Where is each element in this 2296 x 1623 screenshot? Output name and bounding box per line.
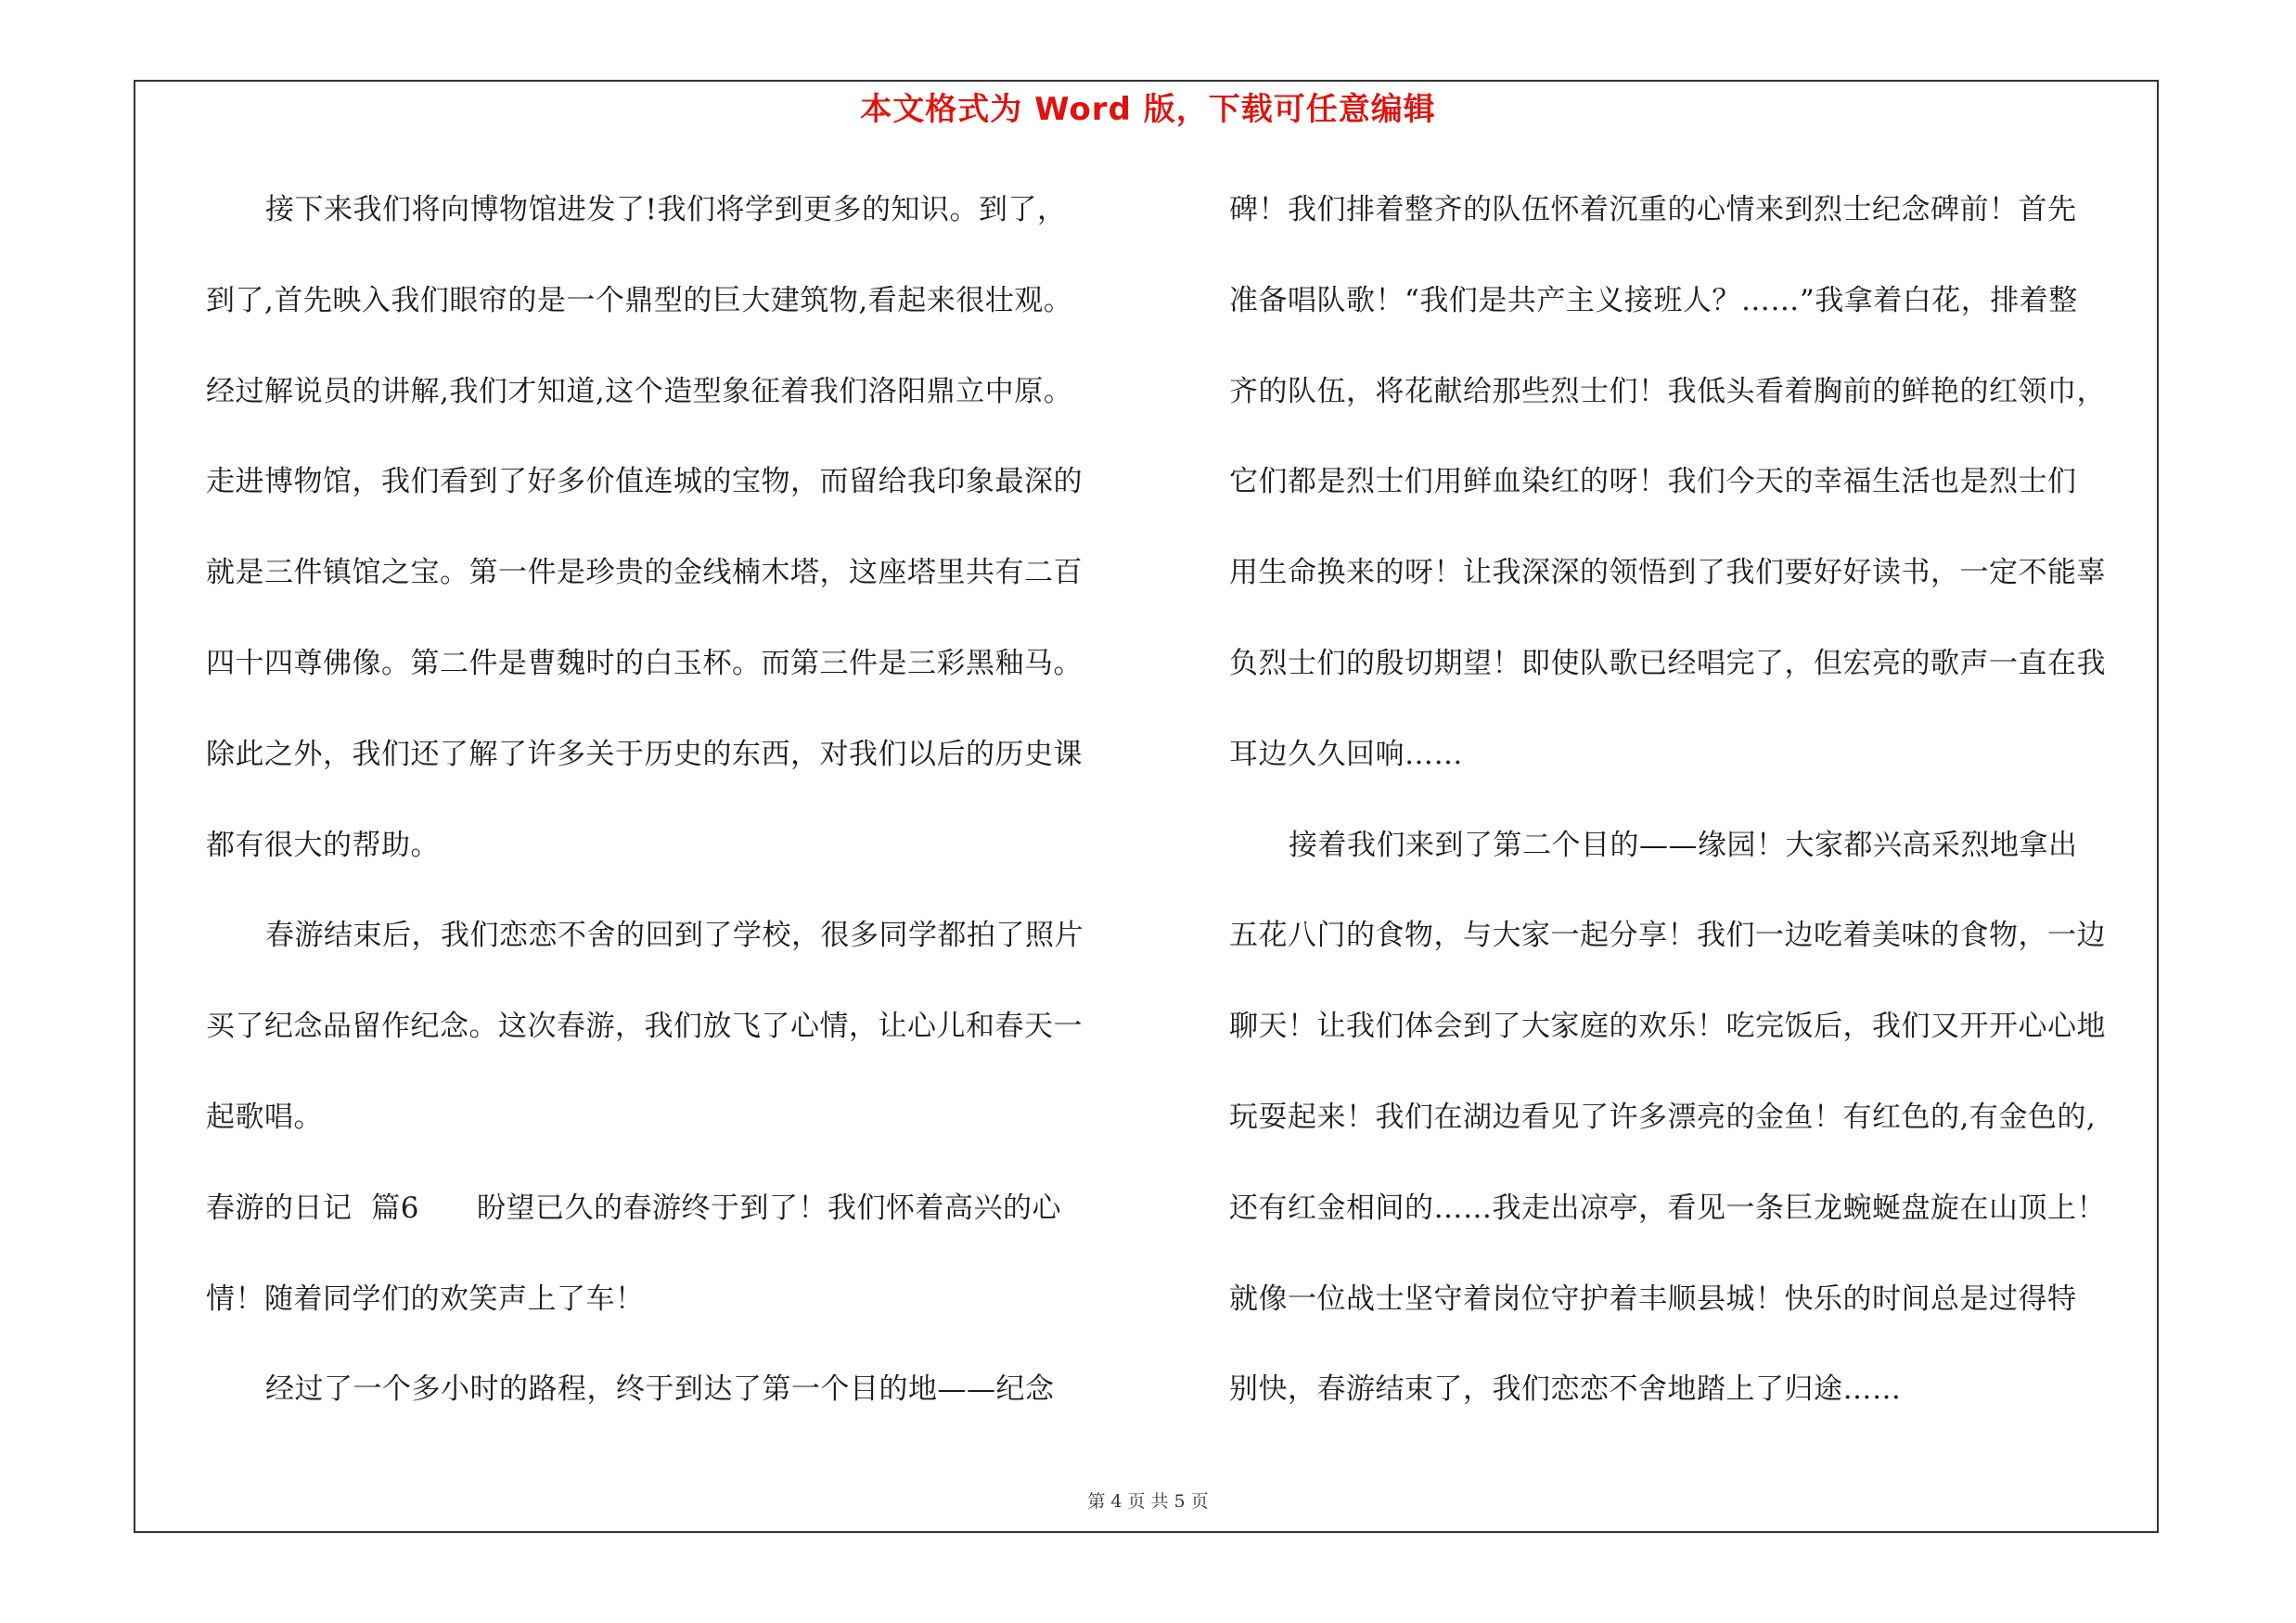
text-line: 耳边久久回响…… (1229, 737, 1463, 771)
text-line: 经过了一个多小时的路程，终于到达了第一个目的地——纪念 (265, 1372, 1055, 1407)
text-line: 它们都是烈士们用鲜血染红的呀！我们今天的幸福生活也是烈士们 (1229, 465, 2077, 499)
section-heading-line: 春游的日记 篇6 盼望已久的春游终于到了！我们怀着高兴的心 (206, 1191, 1062, 1225)
text-line: 经过解说员的讲解,我们才知道,这个造型象征着我们洛阳鼎立中原。 (206, 374, 1073, 408)
left-text-column (206, 181, 1143, 1451)
page-number-footer: 第 4 页 共 5 页 (1087, 1491, 1209, 1512)
right-text-column (1229, 181, 2171, 1451)
text-line: 四十四尊佛像。第二件是曹魏时的白玉杯。而第三件是三彩黑釉马。 (206, 646, 1083, 680)
text-line: 除此之外，我们还了解了许多关于历史的东西，对我们以后的历史课 (206, 737, 1083, 771)
text-line: 准备唱队歌！“我们是共产主义接班人？……”我拿着白花，排着整 (1229, 283, 2078, 317)
text-line: 玩耍起来！我们在湖边看见了许多漂亮的金鱼！有红色的,有金色的, (1229, 1100, 2097, 1134)
text-line: 接下来我们将向博物馆进发了!我们将学到更多的知识。到了， (265, 193, 1067, 226)
text-line: 用生命换来的呀！让我深深的领悟到了我们要好好读书，一定不能辜 (1229, 556, 2106, 590)
text-line: 碑！我们排着整齐的队伍怀着沉重的心情来到烈士纪念碑前！首先 (1229, 193, 2077, 226)
text-line: 走进博物馆，我们看到了好多价值连城的宝物，而留给我印象最深的 (206, 465, 1083, 499)
text-line: 接着我们来到了第二个目的——缘园！大家都兴高采烈地拿出 (1289, 828, 2078, 862)
text-line: 都有很大的帮助。 (206, 828, 440, 862)
text-line: 齐的队伍，将花献给那些烈士们！我低头看着胸前的鲜艳的红领巾， (1229, 374, 2106, 408)
text-line: 还有红金相间的……我走出凉亭，看见一条巨龙蜿蜒盘旋在山顶上！ (1229, 1191, 2106, 1225)
text-line: 买了纪念品留作纪念。这次春游，我们放飞了心情，让心儿和春天一 (206, 1010, 1083, 1044)
text-line: 情！随着同学们的欢笑声上了车！ (206, 1282, 645, 1316)
text-line: 聊天！让我们体会到了大家庭的欢乐！吃完饭后，我们又开开心心地 (1229, 1010, 2106, 1044)
text-line: 起歌唱。 (206, 1100, 323, 1134)
format-notice-banner: 本文格式为 Word 版，下载可任意编辑 (860, 91, 1436, 128)
text-line: 负烈士们的殷切期望！即使队歌已经唱完了，但宏亮的歌声一直在我 (1229, 646, 2106, 680)
text-line: 别快，春游结束了，我们恋恋不舍地踏上了归途…… (1229, 1372, 1902, 1407)
text-line: 就是三件镇馆之宝。第一件是珍贵的金线楠木塔，这座塔里共有二百 (206, 556, 1083, 590)
text-line: 春游结束后，我们恋恋不舍的回到了学校，很多同学都拍了照片 (265, 919, 1084, 953)
text-line: 五花八门的食物，与大家一起分享！我们一边吃着美味的食物，一边 (1229, 919, 2106, 953)
text-line: 就像一位战士坚守着岗位守护着丰顺县城！快乐的时间总是过得特 (1229, 1282, 2077, 1316)
text-line: 到了,首先映入我们眼帘的是一个鼎型的巨大建筑物,看起来很壮观。 (206, 283, 1073, 317)
